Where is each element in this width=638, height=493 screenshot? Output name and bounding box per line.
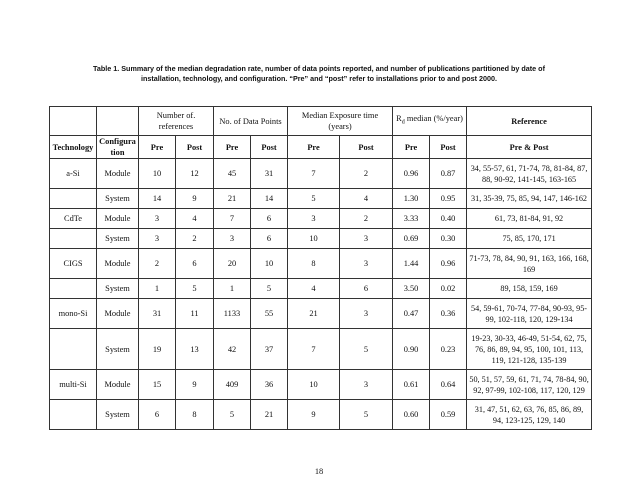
cell-refs-pre: 2 <box>139 249 176 279</box>
header-blank <box>50 107 97 136</box>
cell-pts-post: 14 <box>251 189 288 209</box>
header-refs-post: Post <box>176 136 214 159</box>
cell-rd-post: 0.30 <box>430 229 467 249</box>
table-row <box>50 209 592 229</box>
table-row <box>50 370 592 400</box>
cell-exp-post: 3 <box>340 299 393 329</box>
cell-reference: 34, 55-57, 61, 71-74, 78, 81-84, 87, 88, 90-92, 141-145, 163-165 <box>467 159 592 189</box>
cell-refs-post: 2 <box>176 229 214 249</box>
cell-exp-pre: 10 <box>288 370 340 400</box>
cell-technology: CIGS <box>50 249 97 279</box>
header-rd-pre: Pre <box>393 136 430 159</box>
header-pts-post: Post <box>251 136 288 159</box>
cell-configuration: Module <box>97 209 139 229</box>
cell-technology <box>50 329 97 370</box>
table-row <box>50 329 592 370</box>
cell-rd-post: 0.36 <box>430 299 467 329</box>
header-pre-post: Pre & Post <box>467 136 592 159</box>
cell-rd-post: 0.23 <box>430 329 467 370</box>
cell-pts-post: 31 <box>251 159 288 189</box>
header-rd-median <box>393 107 467 136</box>
cell-rd-pre: 0.69 <box>393 229 430 249</box>
cell-reference: 75, 85, 170, 171 <box>467 229 592 249</box>
cell-configuration: Module <box>97 299 139 329</box>
cell-rd-pre: 0.61 <box>393 370 430 400</box>
cell-exp-pre: 7 <box>288 329 340 370</box>
header-number-of-references: Number of. references <box>139 107 214 136</box>
cell-refs-post: 9 <box>176 189 214 209</box>
cell-pts-pre: 20 <box>214 249 251 279</box>
cell-rd-post: 0.96 <box>430 249 467 279</box>
cell-pts-pre: 42 <box>214 329 251 370</box>
cell-refs-pre: 10 <box>139 159 176 189</box>
cell-technology: multi-Si <box>50 370 97 400</box>
cell-technology: CdTe <box>50 209 97 229</box>
cell-rd-pre: 0.96 <box>393 159 430 189</box>
cell-reference: 89, 158, 159, 169 <box>467 279 592 299</box>
cell-refs-post: 8 <box>176 400 214 430</box>
cell-refs-pre: 3 <box>139 229 176 249</box>
cell-exp-post: 4 <box>340 189 393 209</box>
cell-configuration: Module <box>97 370 139 400</box>
cell-exp-post: 2 <box>340 159 393 189</box>
header-technology: Technology <box>50 136 97 159</box>
cell-rd-post: 0.95 <box>430 189 467 209</box>
cell-refs-post: 4 <box>176 209 214 229</box>
cell-rd-post: 0.40 <box>430 209 467 229</box>
cell-configuration: System <box>97 229 139 249</box>
page-number: 18 <box>314 467 324 476</box>
cell-refs-post: 6 <box>176 249 214 279</box>
cell-exp-pre: 5 <box>288 189 340 209</box>
table-row <box>50 279 592 299</box>
cell-rd-post: 0.64 <box>430 370 467 400</box>
cell-rd-pre: 3.33 <box>393 209 430 229</box>
cell-exp-pre: 21 <box>288 299 340 329</box>
cell-rd-post: 0.87 <box>430 159 467 189</box>
cell-rd-post: 0.59 <box>430 400 467 430</box>
cell-pts-pre: 1 <box>214 279 251 299</box>
cell-rd-pre: 3.50 <box>393 279 430 299</box>
cell-technology <box>50 400 97 430</box>
cell-pts-pre: 1133 <box>214 299 251 329</box>
cell-rd-post: 0.02 <box>430 279 467 299</box>
cell-refs-post: 9 <box>176 370 214 400</box>
cell-pts-post: 6 <box>251 229 288 249</box>
cell-rd-pre: 0.47 <box>393 299 430 329</box>
header-data-points: No. of Data Points <box>214 107 288 136</box>
cell-pts-post: 37 <box>251 329 288 370</box>
rd-symbol: R <box>396 114 402 124</box>
cell-exp-pre: 3 <box>288 209 340 229</box>
table-row <box>50 400 592 430</box>
cell-rd-pre: 1.30 <box>393 189 430 209</box>
cell-refs-post: 11 <box>176 299 214 329</box>
cell-pts-post: 5 <box>251 279 288 299</box>
cell-exp-post: 2 <box>340 209 393 229</box>
cell-pts-pre: 409 <box>214 370 251 400</box>
cell-refs-pre: 6 <box>139 400 176 430</box>
cell-configuration: Module <box>97 249 139 279</box>
cell-pts-post: 6 <box>251 209 288 229</box>
cell-rd-pre: 1.44 <box>393 249 430 279</box>
header-blank <box>97 107 139 136</box>
cell-configuration: Module <box>97 159 139 189</box>
table-row <box>50 229 592 249</box>
cell-technology: mono-Si <box>50 299 97 329</box>
cell-pts-pre: 21 <box>214 189 251 209</box>
cell-refs-pre: 31 <box>139 299 176 329</box>
cell-pts-pre: 3 <box>214 229 251 249</box>
table-row <box>50 249 592 279</box>
cell-exp-pre: 4 <box>288 279 340 299</box>
cell-exp-pre: 10 <box>288 229 340 249</box>
rd-subscript: d <box>401 119 405 126</box>
cell-refs-pre: 19 <box>139 329 176 370</box>
cell-pts-post: 55 <box>251 299 288 329</box>
table-caption: Table 1. Summary of the median degradation rate, number of data points reported, and number of publications partitioned by date of installation, technology, and configuration. “Pre” and “post” refer to installations prior to and post 2000. <box>93 64 545 83</box>
cell-reference: 61, 73, 81-84, 91, 92 <box>467 209 592 229</box>
cell-exp-post: 5 <box>340 329 393 370</box>
cell-rd-pre: 0.60 <box>393 400 430 430</box>
cell-configuration: System <box>97 279 139 299</box>
cell-pts-post: 10 <box>251 249 288 279</box>
cell-refs-pre: 1 <box>139 279 176 299</box>
cell-reference: 19-23, 30-33, 46-49, 51-54, 62, 75, 76, 86, 89, 94, 95, 100, 101, 113, 119, 121-128, 135-139 <box>467 329 592 370</box>
cell-reference: 54, 59-61, 70-74, 77-84, 90-93, 95-99, 102-118, 120, 129-134 <box>467 299 592 329</box>
cell-technology: a-Si <box>50 159 97 189</box>
header-reference: Reference <box>467 107 592 136</box>
cell-rd-pre: 0.90 <box>393 329 430 370</box>
cell-exp-post: 5 <box>340 400 393 430</box>
cell-reference: 31, 47, 51, 62, 63, 76, 85, 86, 89, 94, 123-125, 129, 140 <box>467 400 592 430</box>
header-median-exposure: Median Exposure time (years) <box>288 107 393 136</box>
cell-technology <box>50 279 97 299</box>
cell-pts-pre: 5 <box>214 400 251 430</box>
cell-exp-post: 3 <box>340 249 393 279</box>
header-exp-post: Post <box>340 136 393 159</box>
degradation-table <box>49 106 592 430</box>
cell-refs-pre: 3 <box>139 209 176 229</box>
cell-refs-post: 5 <box>176 279 214 299</box>
cell-exp-post: 6 <box>340 279 393 299</box>
cell-reference: 71-73, 78, 84, 90, 91, 163, 166, 168, 169 <box>467 249 592 279</box>
cell-exp-post: 3 <box>340 370 393 400</box>
cell-technology <box>50 229 97 249</box>
header-refs-pre: Pre <box>139 136 176 159</box>
header-configuration: Configuration <box>97 136 139 159</box>
cell-technology <box>50 189 97 209</box>
table-row <box>50 299 592 329</box>
cell-reference: 31, 35-39, 75, 85, 94, 147, 146-162 <box>467 189 592 209</box>
cell-refs-post: 12 <box>176 159 214 189</box>
header-exp-pre: Pre <box>288 136 340 159</box>
table-row <box>50 159 592 189</box>
table-row <box>50 189 592 209</box>
cell-refs-post: 13 <box>176 329 214 370</box>
cell-pts-post: 36 <box>251 370 288 400</box>
cell-pts-pre: 45 <box>214 159 251 189</box>
cell-reference: 50, 51, 57, 59, 61, 71, 74, 78-84, 90, 92, 97-99, 102-108, 117, 120, 129 <box>467 370 592 400</box>
cell-exp-pre: 8 <box>288 249 340 279</box>
cell-refs-pre: 15 <box>139 370 176 400</box>
cell-configuration: System <box>97 189 139 209</box>
cell-configuration: System <box>97 329 139 370</box>
cell-pts-post: 21 <box>251 400 288 430</box>
cell-configuration: System <box>97 400 139 430</box>
header-pts-pre: Pre <box>214 136 251 159</box>
cell-exp-pre: 9 <box>288 400 340 430</box>
header-rd-post: Post <box>430 136 467 159</box>
cell-exp-pre: 7 <box>288 159 340 189</box>
rd-median-label: median (%/year) <box>404 114 463 124</box>
cell-refs-pre: 14 <box>139 189 176 209</box>
cell-exp-post: 3 <box>340 229 393 249</box>
cell-pts-pre: 7 <box>214 209 251 229</box>
